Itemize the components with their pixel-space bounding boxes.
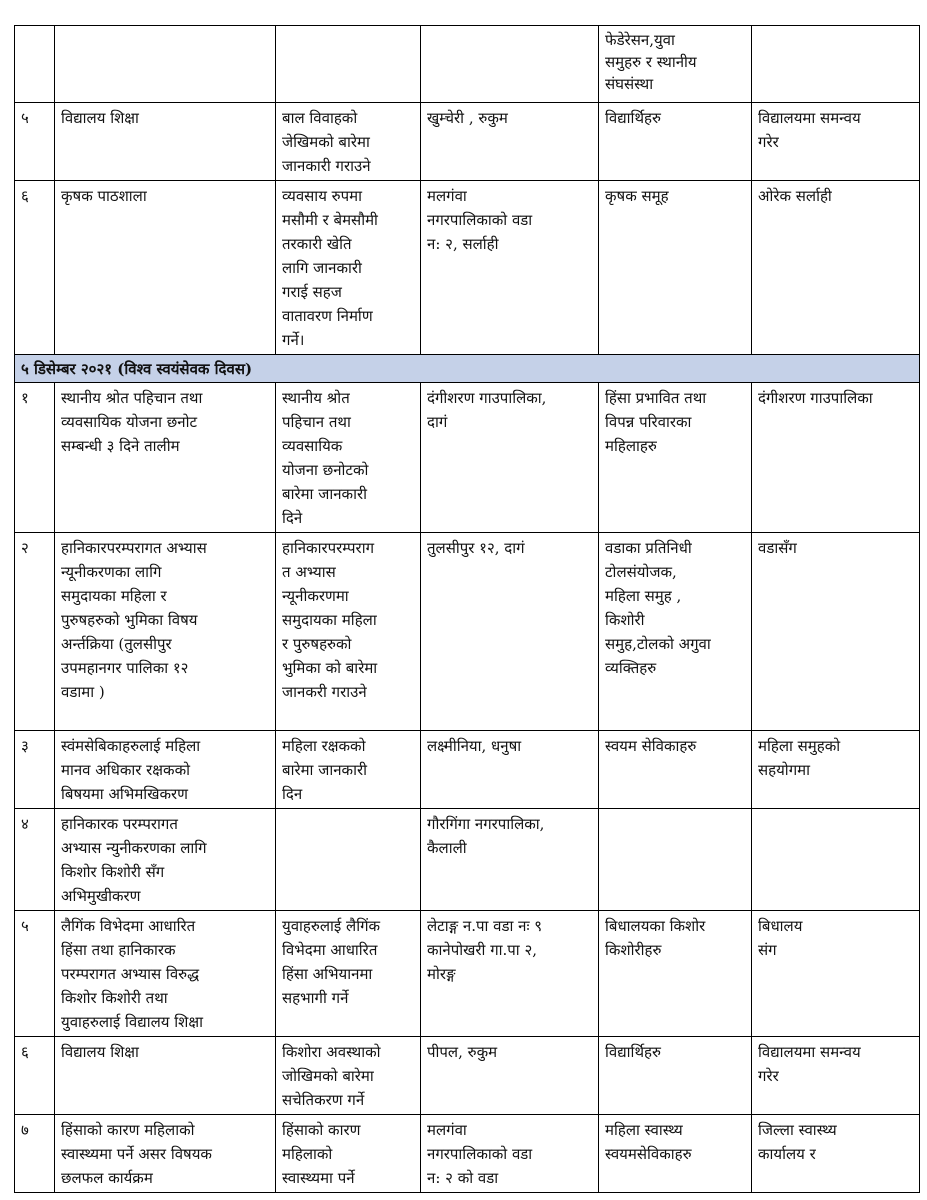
cell-participants: महिला स्वास्थ्य स्वयमसेविकाहरु [599,1115,752,1193]
cell-partner [752,809,920,911]
cell-participants: स्वयम सेविकाहरु [599,731,752,809]
cell-purpose: बाल विवाहको जेखिमको बारेमा जानकारी गराउने [276,103,421,181]
cell-partner: दंगीशरण गाउपालिका [752,383,920,533]
cell-participants: फेडेरेसन,युवा समुहरु र स्थानीय संघसंस्था [599,26,752,103]
cell-activity: विद्यालय शिक्षा [55,1037,276,1115]
cell-participants [599,809,752,911]
cell-activity: स्वंमसेबिकाहरुलाई महिला मानव अधिकार रक्षकको बिषयमा अभिमखिकरण [55,731,276,809]
table-row [15,1037,920,1115]
cell-purpose: किशोरा अवस्थाको जोखिमको बारेमा सचेतिकरण गर्ने [276,1037,421,1115]
cell-serial: ५ [15,103,55,181]
cell-purpose: स्थानीय श्रोत पहिचान तथा व्यवसायिक योजना छनोटको बारेमा जानकारी दिने [276,383,421,533]
cell-partner [752,26,920,103]
cell-purpose [276,26,421,103]
cell-purpose [276,809,421,911]
section-header-row [15,355,920,383]
cell-activity: हिंसाको कारण महिलाको स्वास्थ्यमा पर्ने असर विषयक छलफल कार्यक्रम [55,1115,276,1193]
cell-place: लेटाङ्ग न.पा वडा नः ९ कानेपोखरी गा.पा २, मोरङ्ग [421,911,599,1037]
cell-serial: ३ [15,731,55,809]
cell-place: तुलसीपुर १२, दागं [421,533,599,731]
cell-activity: लैगिंक विभेदमा आधारित हिंसा तथा हानिकारक परम्परागत अभ्यास विरुद्ध किशोर किशोरी तथा युवाहरुलाई विद्यालय शिक्षा [55,911,276,1037]
cell-partner: जिल्ला स्वास्थ्य कार्यालय र [752,1115,920,1193]
table-row [15,103,920,181]
cell-serial: ४ [15,809,55,911]
cell-place: गौरगिंगा नगरपालिका, कैलाली [421,809,599,911]
activity-table [14,25,920,1193]
cell-place: मलगंवा नगरपालिकाको वडा न: २ को वडा [421,1115,599,1193]
cell-partner: विद्यालयमा समन्वय गरेर [752,103,920,181]
cell-serial [15,26,55,103]
table-row [15,1115,920,1193]
cell-serial: ६ [15,181,55,355]
cell-place: खुम्चेरी , रुकुम [421,103,599,181]
section-title: ५ डिसेम्बर २०२१ (विश्व स्वयंसेवक दिवस) [15,355,920,383]
cell-purpose: हानिकारपरम्पराग त अभ्यास न्यूनीकरणमा समुदायका महिला र पुरुषहरुको भुमिका को बारेमा जानकरी गराउने [276,533,421,731]
cell-partner: विद्यालयमा समन्वय गरेर [752,1037,920,1115]
cell-participants: कृषक समूह [599,181,752,355]
cell-partner: वडासँग [752,533,920,731]
table-row [15,383,920,533]
table-row [15,809,920,911]
cell-activity [55,26,276,103]
cell-activity: हानिकारपरम्परागत अभ्यास न्यूनीकरणका लागि समुदायका महिला र पुरुषहरुको भुमिका विषय अर्न्तक्रिया (तुलसीपुर उपमहानगर पालिका १२ वडामा ) [55,533,276,731]
cell-partner: बिधालय संग [752,911,920,1037]
cell-activity: कृषक पाठशाला [55,181,276,355]
cell-participants: बिधालयका किशोर किशोरीहरु [599,911,752,1037]
cell-activity: हानिकारक परम्परागत अभ्यास न्युनीकरणका लागि किशोर किशोरी सँग अभिमुखीकरण [55,809,276,911]
cell-place: पीपल, रुकुम [421,1037,599,1115]
cell-activity: विद्यालय शिक्षा [55,103,276,181]
cell-place: मलगंवा नगरपालिकाको वडा न: २, सर्लाही [421,181,599,355]
cell-place: दंगीशरण गाउपालिका, दागं [421,383,599,533]
cell-partner: महिला समुहको सहयोगमा [752,731,920,809]
cell-serial: ५ [15,911,55,1037]
table-row [15,26,920,103]
cell-purpose: महिला रक्षकको बारेमा जानकारी दिन [276,731,421,809]
table-row [15,533,920,731]
cell-place: लक्ष्मीनिया, धनुषा [421,731,599,809]
cell-activity: स्थानीय श्रोत पहिचान तथा व्यवसायिक योजना छनोट सम्बन्धी ३ दिने तालीम [55,383,276,533]
cell-serial: १ [15,383,55,533]
table-row [15,731,920,809]
cell-participants: विद्यार्थिहरु [599,103,752,181]
table-row [15,181,920,355]
cell-participants: वडाका प्रतिनिधी टोलसंयोजक, महिला समुह , किशोरी समुह,टोलको अगुवा व्यक्तिहरु [599,533,752,731]
page-top-margin [0,0,927,25]
cell-serial: २ [15,533,55,731]
cell-partner: ओरेक सर्लाही [752,181,920,355]
cell-place [421,26,599,103]
cell-purpose: युवाहरुलाई लैगिंक विभेदमा आधारित हिंसा अभियानमा सहभागी गर्ने [276,911,421,1037]
cell-participants: हिंसा प्रभावित तथा विपन्न परिवारका महिलाहरु [599,383,752,533]
cell-serial: ६ [15,1037,55,1115]
cell-purpose: व्यवसाय रुपमा मसौमी र बेमसौमी तरकारी खेति लागि जानकारी गराई सहज वातावरण निर्माण गर्ने। [276,181,421,355]
cell-purpose: हिंसाको कारण महिलाको स्वास्थ्यमा पर्ने [276,1115,421,1193]
cell-serial: ७ [15,1115,55,1193]
cell-participants: विद्यार्थिहरु [599,1037,752,1115]
table-row [15,911,920,1037]
